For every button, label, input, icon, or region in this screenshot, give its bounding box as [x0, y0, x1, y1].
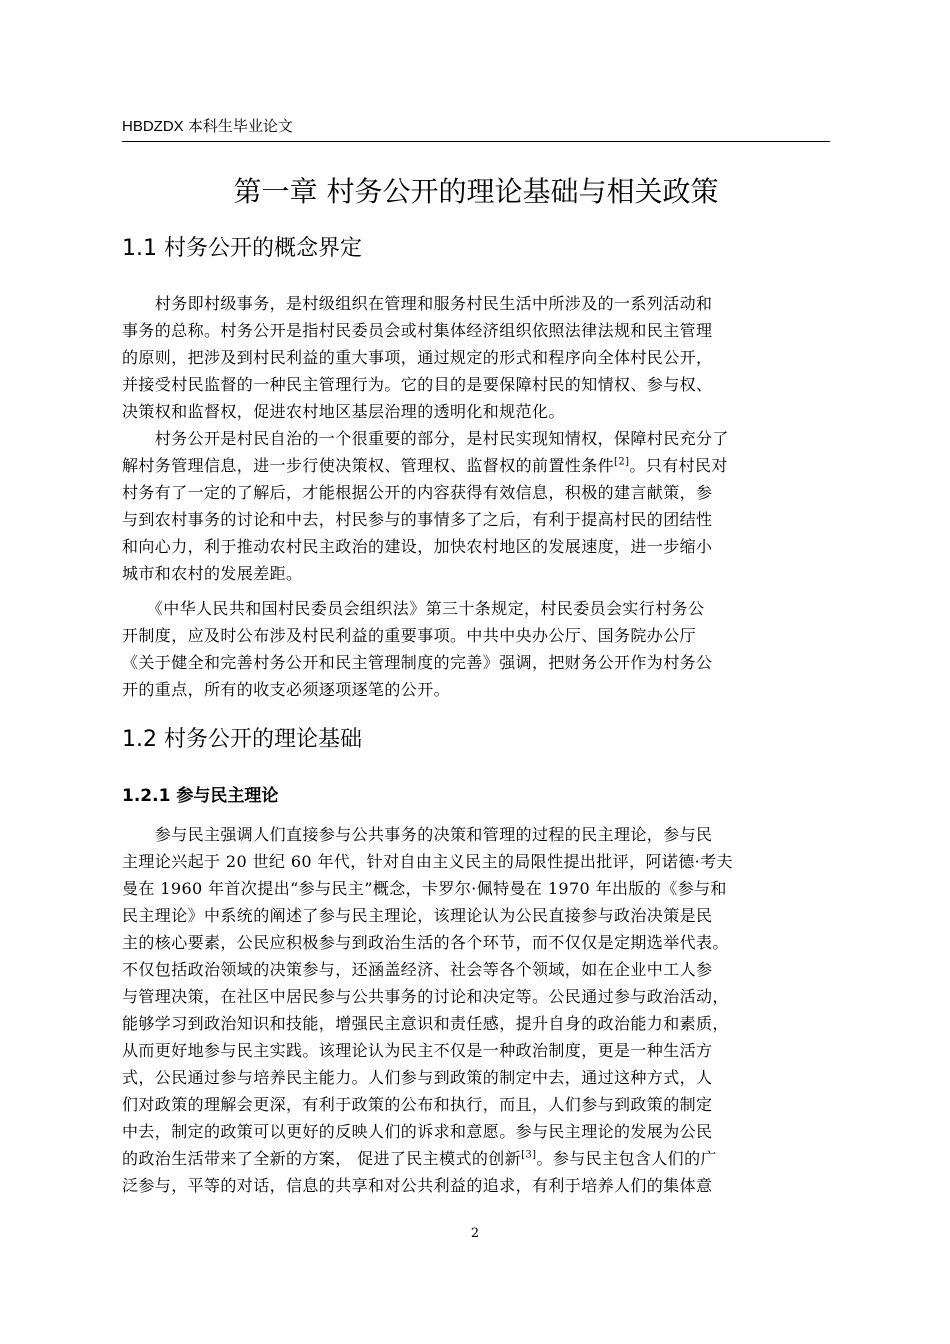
text-line: 能够学习到政治知识和技能，增强民主意识和责任感，提升自身的政治能力和素质， — [122, 1014, 729, 1033]
text-line: 从而更好地参与民主实践。该理论认为民主不仅是一种政治制度，更是一种生活方 — [122, 1041, 713, 1060]
text-line: 村务公开是村民自治的一个很重要的部分，是村民实现知情权，保障村民充分了 — [122, 429, 729, 448]
text-line — [122, 1145, 828, 1172]
text-line: 的原则，把涉及到村民利益的重大事项，通过规定的形式和程序向全体村民公开， — [122, 348, 713, 367]
running-header: HBDZDX 本科生毕业论文 — [122, 117, 830, 142]
subsection-heading-1-2-1: 1.2.1 参与民主理论 — [122, 786, 279, 806]
text-line: 参与民主强调人们直接参与公共事务的决策和管理的过程的民主理论，参与民 — [122, 825, 713, 844]
text-segment: 。只有村民对 — [629, 456, 728, 475]
text-line: 泛参与，平等的对话，信息的共享和对公共利益的追求，有利于培养人们的集体意 — [122, 1176, 713, 1195]
text-line: 并接受村民监督的一种民主管理行为。它的目的是要保障村民的知情权、参与权、 — [122, 375, 713, 394]
text-line: 主理论兴起于 20 世纪 60 年代，针对自由主义民主的局限性提出批评，阿诺德·考夫 — [122, 852, 733, 871]
text-line: 民主理论》中系统的阐述了参与民主理论，该理论认为公民直接参与政治决策是民 — [122, 906, 713, 925]
text-line: 中去，制定的政策可以更好的反映人们的诉求和意愿。参与民主理论的发展为公民 — [122, 1122, 713, 1141]
text-line: 决策权和监督权，促进农村地区基层治理的透明化和规范化。 — [122, 402, 565, 421]
text-line: 开的重点，所有的收支必须逐项逐笔的公开。 — [122, 680, 451, 699]
text-segment: 。参与民主包含人们的广 — [536, 1149, 717, 1168]
text-segment: 解村务管理信息，进一步行使决策权、管理权、监督权的前置性条件 — [122, 456, 615, 475]
text-line: 主的核心要素，公民应积极参与到政治生活的各个环节，而不仅仅是定期选举代表。 — [122, 933, 729, 952]
section-heading-1-2: 1.2 村务公开的理论基础 — [122, 727, 362, 752]
text-line: 城市和农村的发展差距。 — [122, 564, 303, 583]
citation-ref: [2] — [614, 456, 630, 468]
text-line: 们对政策的理解会更深，有利于政策的公布和执行，而且，人们参与到政策的制定 — [122, 1095, 713, 1114]
text-line: 曼在 1960 年首次提出“参与民主”概念，卡罗尔·佩特曼在 1970 年出版的《参与和 — [122, 879, 727, 898]
paragraph-1 — [122, 290, 828, 425]
text-line: 《关于健全和完善村务公开和民主管理制度的完善》强调，把财务公开作为村务公 — [122, 653, 713, 672]
page-number: 2 — [470, 1226, 480, 1241]
text-line: 不仅包括政治领域的决策参与，还涵盖经济、社会等各个领域，如在企业中工人参 — [122, 960, 713, 979]
text-line: 与管理决策，在社区中居民参与公共事务的讨论和决定等。公民通过参与政治活动， — [122, 987, 729, 1006]
paragraph-3 — [122, 595, 828, 703]
text-line: 《中华人民共和国村民委员会组织法》第三十条规定，村民委员会实行村务公 — [122, 599, 705, 618]
text-segment: 的政治生活带来了全新的方案， 促进了民主模式的创新 — [122, 1149, 522, 1168]
text-line: 村务有了一定的了解后，才能根据公开的内容获得有效信息，积极的建言献策，参 — [122, 483, 713, 502]
chapter-title: 第一章 村务公开的理论基础与相关政策 — [233, 175, 719, 208]
section-heading-1-1: 1.1 村务公开的概念界定 — [122, 236, 362, 261]
paragraph-2 — [122, 425, 828, 587]
citation-ref: [3] — [521, 1149, 537, 1161]
text-line — [122, 452, 828, 479]
text-line: 开制度，应及时公布涉及村民利益的重要事项。中共中央办公厅、国务院办公厅 — [122, 626, 697, 645]
text-line: 式，公民通过参与培养民主能力。人们参与到政策的制定中去，通过这种方式，人 — [122, 1068, 713, 1087]
text-line: 村务即村级事务，是村级组织在管理和服务村民生活中所涉及的一系列活动和 — [122, 294, 713, 313]
paragraph-4 — [122, 821, 828, 1199]
text-line: 事务的总称。村务公开是指村民委员会或村集体经济组织依照法律法规和民主管理 — [122, 321, 713, 340]
text-line: 与到农村事务的讨论和中去，村民参与的事情多了之后，有利于提高村民的团结性 — [122, 510, 713, 529]
text-line: 和向心力，利于推动农村民主政治的建设，加快农村地区的发展速度，进一步缩小 — [122, 537, 713, 556]
